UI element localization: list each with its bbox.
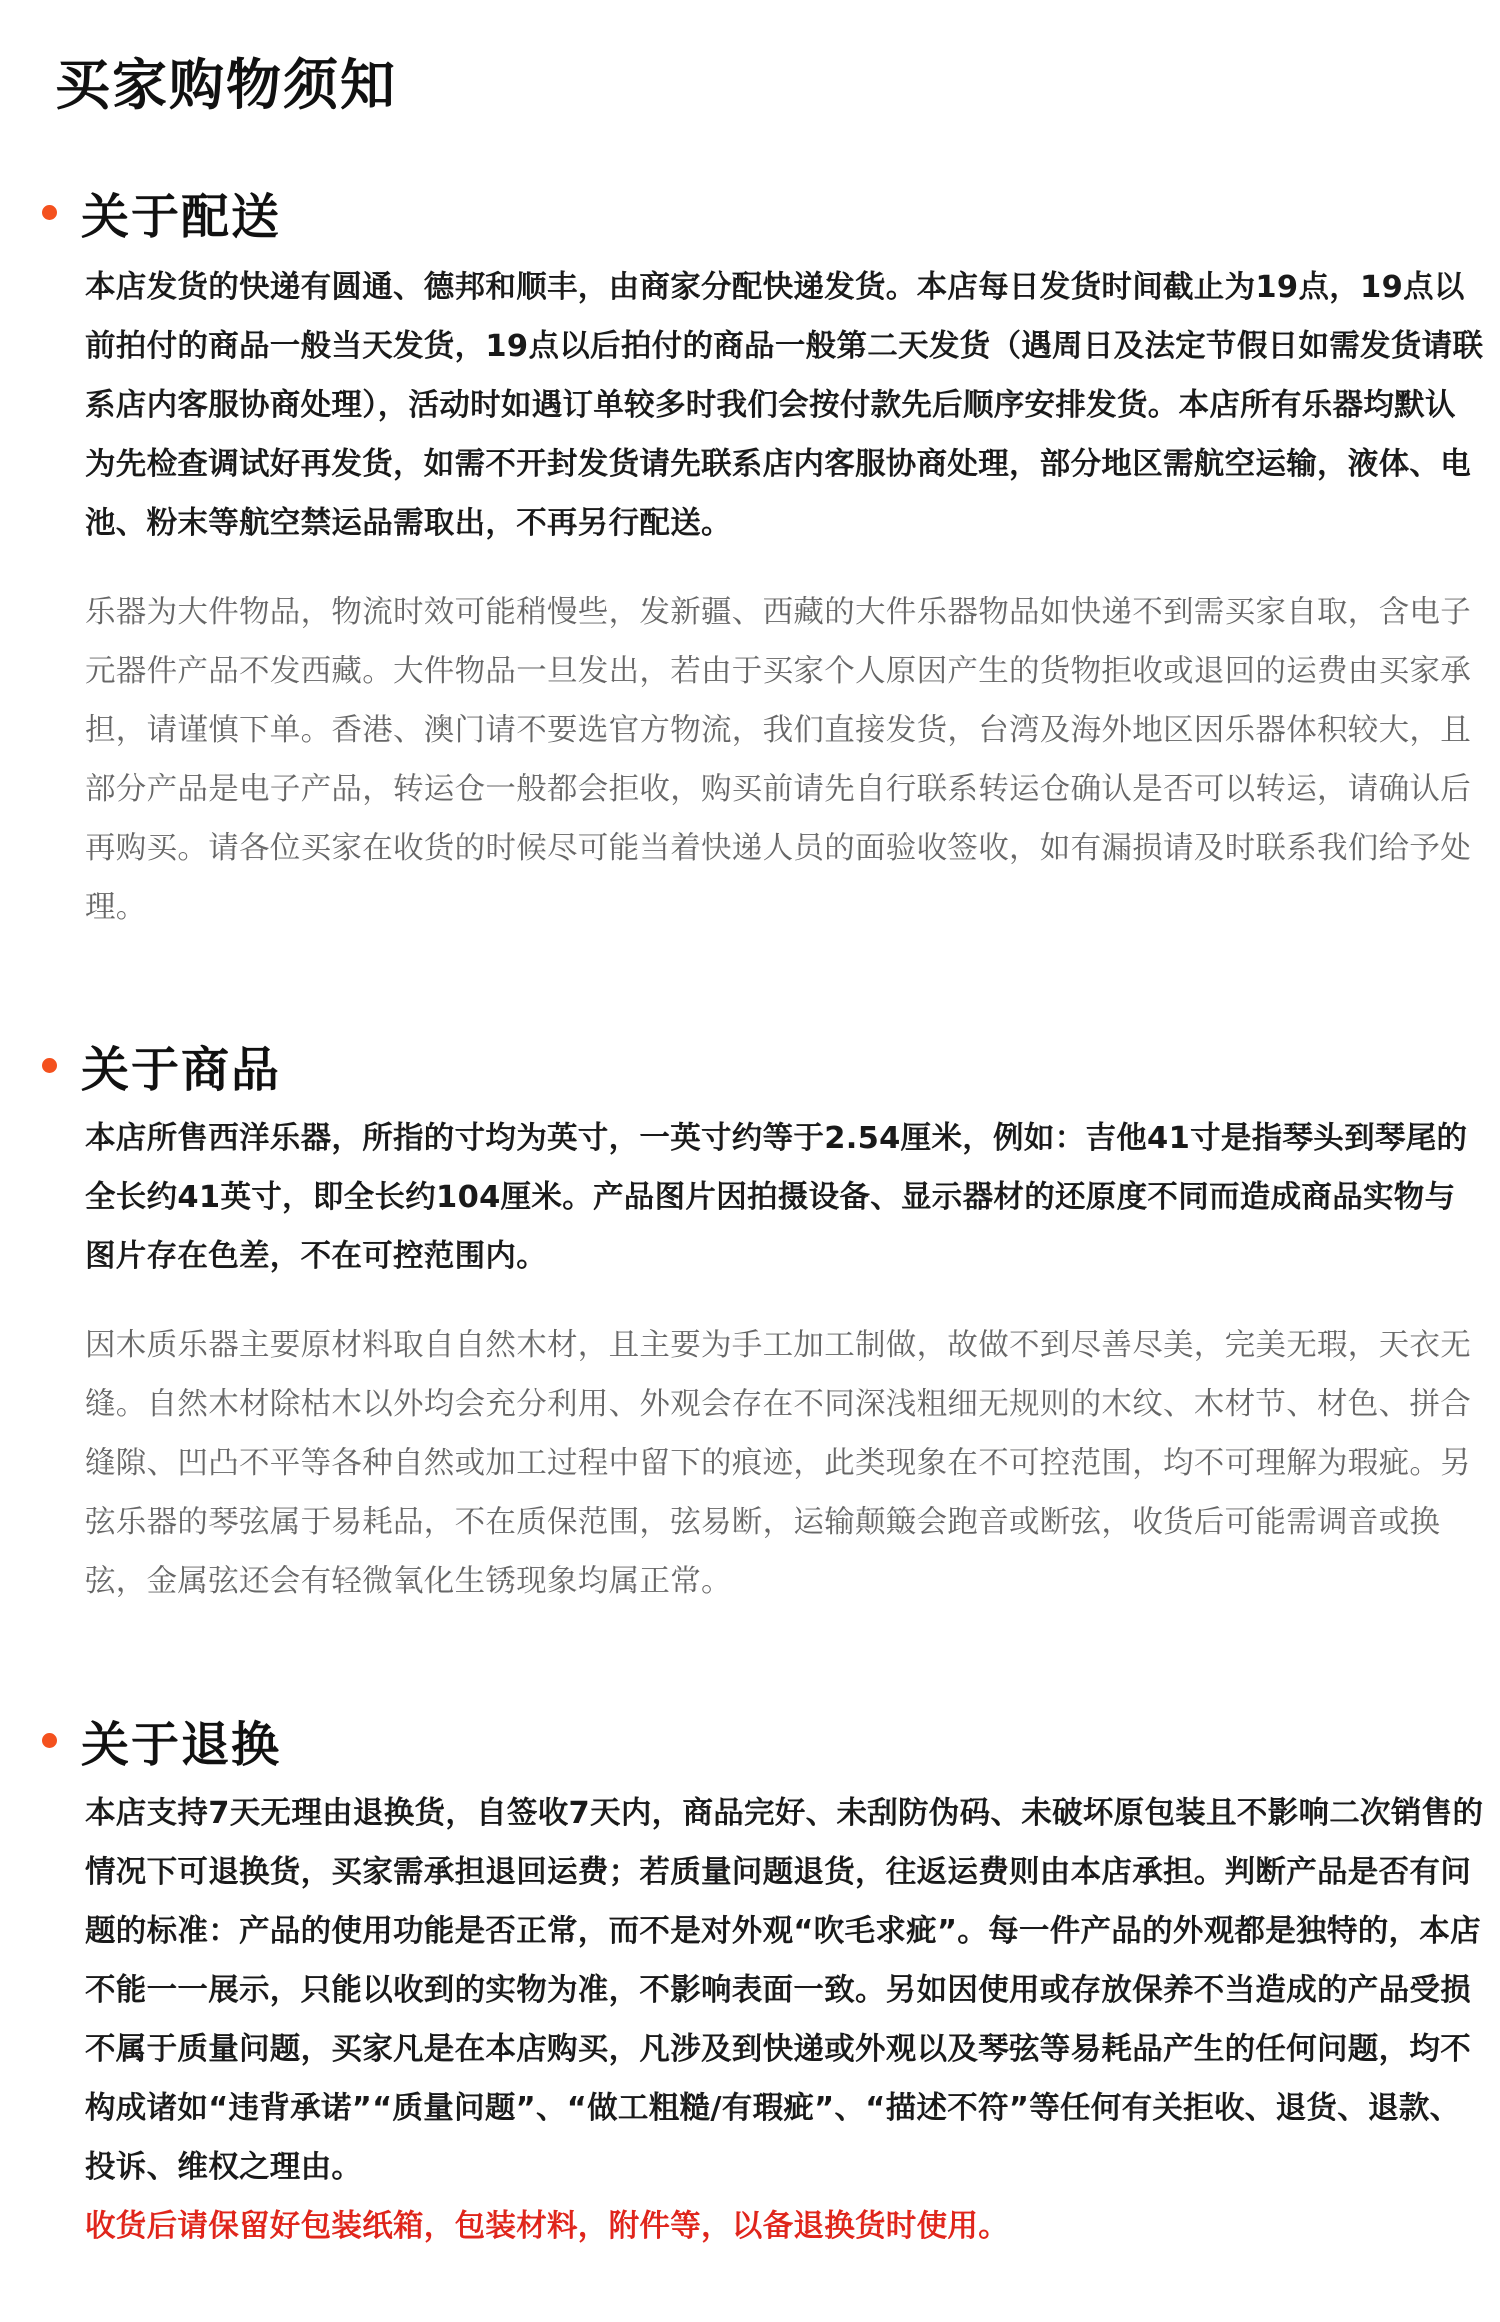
returns-main-paragraph: 本店支持7天无理由退换货，自签收7天内，商品完好、未刮防伪码、未破坏原包装且不影响二次销售的情况下可退换货，买家需承担退回运费；若质量问题退货，往返运费则由本店承担。判断产品是否有问题的标准：产品的使用功能是否正常，而不是对外观“吹毛求疵”。每一件产品的外观都是独特的，本店不能一一展示，只能以收到的实物为准，不影响表面一致。另如因使用或存放保养不当造成的产品受损不属于质量问题，买家凡是在本店购买，凡涉及到快递或外观以及琴弦等易耗品产生的任何问题，均不构成诸如“违背承诺”“质量问题”、“做工粗糙/有瑕疵”、“描述不符”等任何有关拒收、退货、退款、投诉、维权之理由。 (85, 1796, 1484, 2185)
returns-notice-paragraph: 收货后请保留好包装纸箱，包装材料，附件等，以备退换货时使用。 (85, 2209, 1009, 2244)
section-header (42, 172, 1462, 252)
goods-note-paragraph: 因木质乐器主要原材料取自自然木材，且主要为手工加工制做，故做不到尽善尽美，完美无瑕，天衣无缝。自然木材除枯木以外均会充分利用、外观会存在不同深浅粗细无规则的木纹、木材节、材色、拼合缝隙、凹凸不平等各种自然或加工过程中留下的痕迹，此类现象在不可控范围，均不可理解为瑕疵。另弦乐器的琴弦属于易耗品，不在质保范围，弦易断，运输颠簸会跑音或断弦，收货后可能需调音或换弦，金属弦还会有轻微氧化生锈现象均属正常。 (85, 1328, 1471, 1599)
goods-main-paragraph: 本店所售西洋乐器，所指的寸均为英寸，一英寸约等于2.54厘米，例如：吉他41寸是指琴头到琴尾的全长约41英寸，即全长约104厘米。产品图片因拍摄设备、显示器材的还原度不同而造成商品实物与图片存在色差，不在可控范围内。 (85, 1121, 1468, 1274)
delivery-note-paragraph: 乐器为大件物品，物流时效可能稍慢些，发新疆、西藏的大件乐器物品如快递不到需买家自取，含电子元器件产品不发西藏。大件物品一旦发出，若由于买家个人原因产生的货物拒收或退回的运费由买家承担，请谨慎下单。香港、澳门请不要选官方物流，我们直接发货，台湾及海外地区因乐器体积较大，且部分产品是电子产品，转运仓一般都会拒收，购买前请先自行联系转运仓确认是否可以转运，请确认后再购买。请各位买家在收货的时候尽可能当着快递人员的面验收签收，如有漏损请及时联系我们给予处理。 (85, 595, 1471, 925)
orange-dot-icon (42, 1733, 57, 1748)
page-title: 买家购物须知 (55, 53, 398, 117)
section-header (42, 1700, 1462, 1780)
section-delivery (42, 172, 1484, 937)
orange-dot-icon (42, 205, 57, 220)
orange-dot-icon (42, 1058, 57, 1073)
section-title: 关于商品 (81, 1041, 282, 1098)
section-title: 关于配送 (81, 188, 282, 245)
section-title: 关于退换 (81, 1716, 282, 1773)
section-returns (42, 1700, 1484, 2256)
delivery-main-paragraph: 本店发货的快递有圆通、德邦和顺丰，由商家分配快递发货。本店每日发货时间截止为19点，19点以前拍付的商品一般当天发货，19点以后拍付的商品一般第二天发货（遇周日及法定节假日如需发货请联系店内客服协商处理），活动时如遇订单较多时我们会按付款先后顺序安排发货。本店所有乐器均默认为先检查调试好再发货，如需不开封发货请先联系店内客服协商处理，部分地区需航空运输，液体、电池、粉末等航空禁运品需取出，不再另行配送。 (85, 270, 1484, 541)
section-header (42, 1025, 1462, 1105)
section-goods (42, 1025, 1471, 1611)
